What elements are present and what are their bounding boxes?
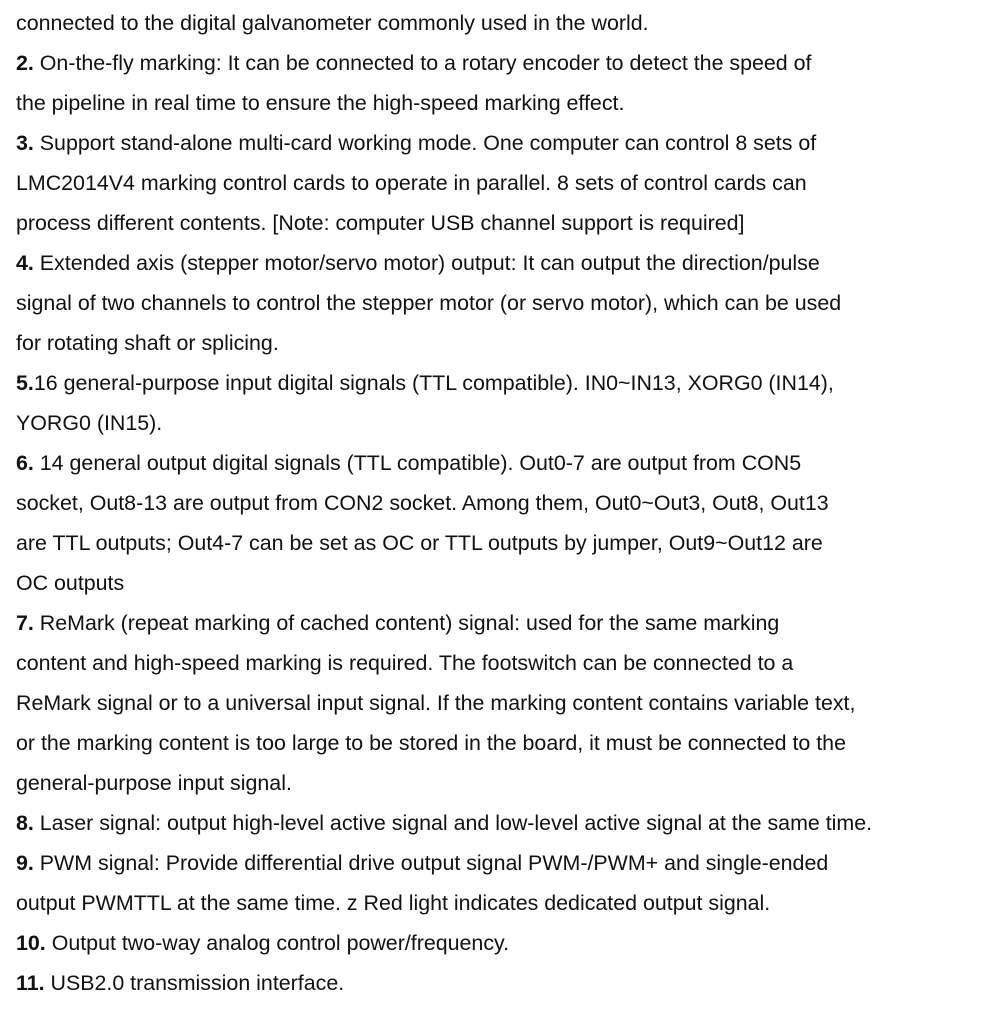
item-text: for rotating shaft or splicing. [16, 331, 279, 355]
text-line [16, 523, 1000, 563]
item-text: the pipeline in real time to ensure the high-speed marking effect. [16, 91, 625, 115]
item-text: Support stand-alone multi-card working mode. One computer can control 8 sets of [33, 131, 817, 155]
item-text: are TTL outputs; Out4-7 can be set as OC or TTL outputs by jumper, Out9~Out12 are [16, 531, 823, 555]
item-text: YORG0 (IN15). [16, 411, 163, 435]
item-text: 14 general output digital signals (TTL compatible). Out0-7 are output from CON5 [33, 451, 802, 475]
text-line [16, 883, 1000, 923]
item-number: 6. [16, 451, 34, 475]
item-number: 7. [16, 611, 34, 635]
text-line [16, 443, 1000, 483]
item-number: 3. [16, 131, 34, 155]
text-line [16, 363, 1000, 403]
text-line [16, 3, 1000, 43]
text-line [16, 563, 1000, 603]
item-text: LMC2014V4 marking control cards to operate in parallel. 8 sets of control cards can [16, 171, 807, 195]
item-number: 10. [16, 931, 46, 955]
text-line [16, 483, 1000, 523]
item-text: output PWMTTL at the same time. z Red light indicates dedicated output signal. [16, 891, 771, 915]
item-number: 2. [16, 51, 34, 75]
text-line [16, 123, 1000, 163]
item-text: connected to the digital galvanometer commonly used in the world. [16, 11, 649, 35]
item-text: On-the-fly marking: It can be connected to a rotary encoder to detect the speed of [33, 51, 812, 75]
item-text: content and high-speed marking is required. The footswitch can be connected to a [16, 651, 794, 675]
item-text: Extended axis (stepper motor/servo motor) output: It can output the direction/pulse [33, 251, 820, 275]
text-line [16, 683, 1000, 723]
text-line [16, 243, 1000, 283]
text-line [16, 403, 1000, 443]
text-line [16, 803, 1000, 843]
item-number: 9. [16, 851, 34, 875]
text-line [16, 283, 1000, 323]
item-number: 4. [16, 251, 34, 275]
item-text: or the marking content is too large to be stored in the board, it must be connected to the [16, 731, 846, 755]
item-text: general-purpose input signal. [16, 771, 292, 795]
item-text: PWM signal: Provide differential drive output signal PWM-/PWM+ and single-ended [33, 851, 829, 875]
text-line [16, 203, 1000, 243]
item-number: 11. [16, 971, 45, 995]
item-text: process different contents. [Note: computer USB channel support is required] [16, 211, 745, 235]
item-text: signal of two channels to control the stepper motor (or servo motor), which can be used [16, 291, 842, 315]
item-text: USB2.0 transmission interface. [44, 971, 345, 995]
item-text: ReMark signal or to a universal input signal. If the marking content contains variable text, [16, 691, 856, 715]
item-number: 8. [16, 811, 34, 835]
text-line [16, 83, 1000, 123]
text-line [16, 963, 1000, 1003]
text-line [16, 763, 1000, 803]
item-text: Laser signal: output high-level active signal and low-level active signal at the same time. [33, 811, 873, 835]
text-line [16, 163, 1000, 203]
item-text: OC outputs [16, 571, 125, 595]
text-line [16, 843, 1000, 883]
text-line [16, 643, 1000, 683]
text-line [16, 323, 1000, 363]
item-text: ReMark (repeat marking of cached content) signal: used for the same marking [33, 611, 780, 635]
item-number: 5. [16, 371, 34, 395]
text-line [16, 723, 1000, 763]
item-text: socket, Out8-13 are output from CON2 socket. Among them, Out0~Out3, Out8, Out13 [16, 491, 829, 515]
item-text: Output two-way analog control power/frequency. [45, 931, 510, 955]
text-line [16, 923, 1000, 963]
text-line [16, 43, 1000, 83]
text-line [16, 603, 1000, 643]
item-text: 16 general-purpose input digital signals (TTL compatible). IN0~IN13, XORG0 (IN14), [33, 371, 834, 395]
